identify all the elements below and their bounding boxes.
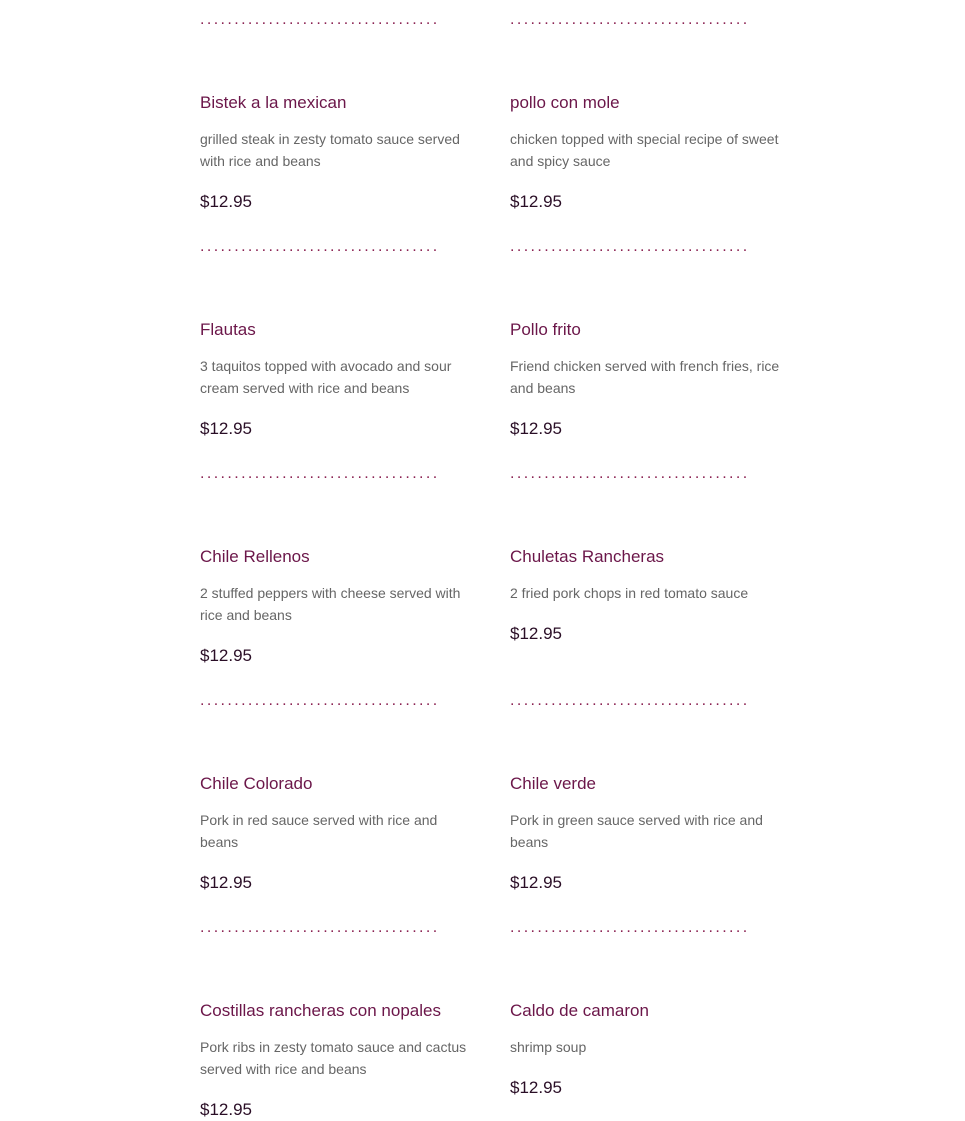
menu-item-price: $12.95 <box>200 1100 252 1119</box>
menu-item-price: $12.95 <box>200 192 252 211</box>
menu-item-name: Chile Rellenos <box>200 547 310 566</box>
menu-item-name: Chile Colorado <box>200 774 313 793</box>
menu-item-price: $12.95 <box>510 419 562 438</box>
menu-item-description: Friend chicken served with french fries, rice and beans <box>510 358 780 396</box>
dotted-divider: ................................... <box>510 11 750 28</box>
dotted-divider: ................................... <box>200 238 440 255</box>
menu-item-description: grilled steak in zesty tomato sauce served with rice and beans <box>200 131 460 169</box>
menu-item-description: 2 fried pork chops in red tomato sauce <box>510 585 749 601</box>
menu-item-price: $12.95 <box>510 873 562 892</box>
menu-item-price: $12.95 <box>200 646 252 665</box>
menu-item-price: $12.95 <box>200 419 252 438</box>
menu-item-price: $12.95 <box>510 192 562 211</box>
menu-item-price: $12.95 <box>510 1078 562 1097</box>
menu-item-price: $12.95 <box>200 873 252 892</box>
menu-item-description: Pork ribs in zesty tomato sauce and cactus served with rice and beans <box>200 1039 467 1077</box>
dotted-divider: ................................... <box>510 919 750 936</box>
menu-item-name: pollo con mole <box>510 93 620 112</box>
menu-item-name: Flautas <box>200 320 256 339</box>
dotted-divider: ................................... <box>200 465 440 482</box>
dotted-divider: ................................... <box>200 919 440 936</box>
dotted-divider: ................................... <box>510 692 750 709</box>
menu-item-name: Caldo de camaron <box>510 1001 649 1020</box>
dotted-divider: ................................... <box>510 238 750 255</box>
menu-item-name: Chuletas Rancheras <box>510 547 665 566</box>
menu-item-name: Costillas rancheras con nopales <box>200 1001 441 1020</box>
menu-item-description: 3 taquitos topped with avocado and sour cream served with rice and beans <box>200 358 452 396</box>
menu-item-description: 2 stuffed peppers with cheese served with rice and beans <box>200 585 461 623</box>
menu-item-name: Pollo frito <box>510 320 581 339</box>
dotted-divider: ................................... <box>200 692 440 709</box>
menu-item-name: Bistek a la mexican <box>200 93 347 112</box>
menu-item-description: Pork in green sauce served with rice and beans <box>510 812 763 850</box>
dotted-divider: ................................... <box>510 465 750 482</box>
menu-item-price: $12.95 <box>510 624 562 643</box>
dotted-divider: ................................... <box>200 11 440 28</box>
menu-item-description: chicken topped with special recipe of sweet and spicy sauce <box>510 131 779 169</box>
menu-item-description: shrimp soup <box>510 1039 587 1055</box>
menu-item-name: Chile verde <box>510 774 596 793</box>
menu-item-description: Pork in red sauce served with rice and beans <box>200 812 438 850</box>
